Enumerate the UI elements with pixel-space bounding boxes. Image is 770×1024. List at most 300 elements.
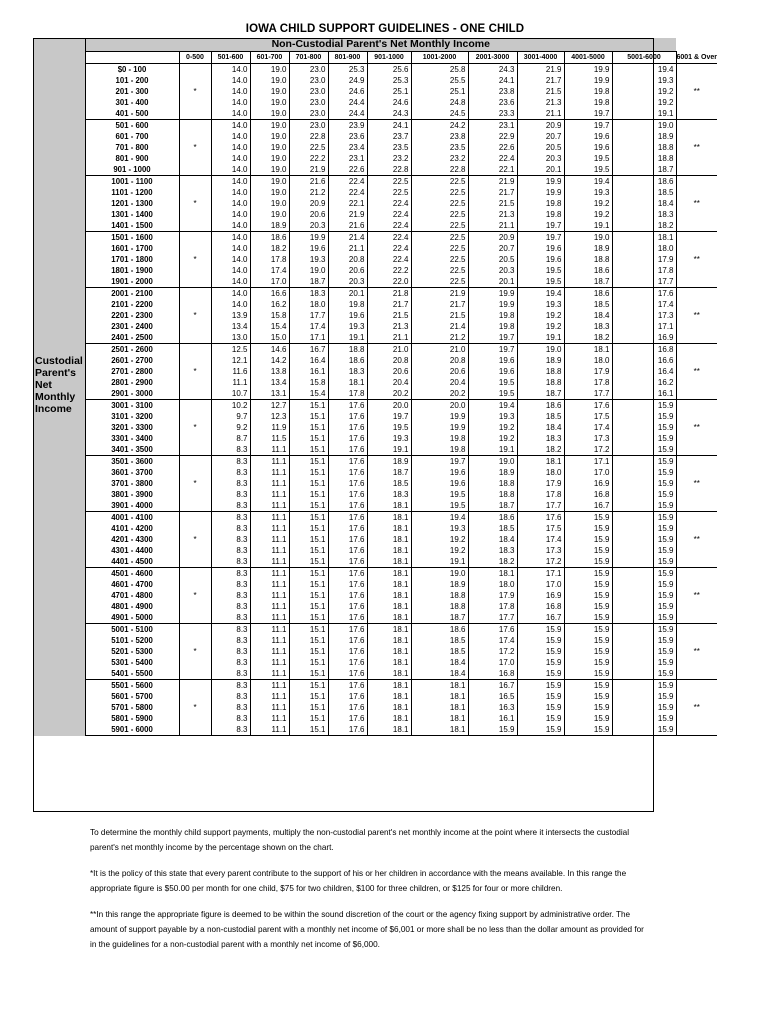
- percentage-cell: 18.7: [411, 612, 468, 624]
- double-star-marker-cell: [676, 545, 717, 556]
- percentage-cell: 19.2: [564, 198, 612, 209]
- percentage-cell: 20.5: [517, 142, 564, 153]
- percentage-cell: 22.4: [367, 254, 411, 265]
- percentage-cell: 15.9: [517, 702, 564, 713]
- percentage-cell: 17.7: [612, 276, 676, 288]
- percentage-cell: 18.1: [367, 523, 411, 534]
- percentage-cell: 11.1: [250, 713, 289, 724]
- percentage-cell: 19.1: [468, 444, 517, 456]
- percentage-cell: 15.9: [468, 724, 517, 736]
- percentage-cell: 19.1: [612, 108, 676, 120]
- income-range-cell: 4201 - 4300: [85, 534, 179, 545]
- percentage-cell: 15.9: [612, 556, 676, 568]
- income-range-cell: 1101 - 1200: [85, 187, 179, 198]
- percentage-cell: 11.1: [250, 512, 289, 524]
- percentage-cell: 15.9: [612, 545, 676, 556]
- star-marker-cell: [179, 556, 211, 568]
- percentage-cell: 23.0: [289, 97, 328, 108]
- income-range-cell: 3201 - 3300: [85, 422, 179, 433]
- percentage-cell: 18.0: [564, 355, 612, 366]
- star-marker-cell: [179, 120, 211, 132]
- percentage-cell: 15.1: [289, 556, 328, 568]
- percentage-cell: 17.0: [564, 467, 612, 478]
- percentage-cell: 19.3: [564, 187, 612, 198]
- percentage-cell: 19.6: [411, 467, 468, 478]
- percentage-cell: 19.0: [250, 164, 289, 176]
- percentage-cell: 23.7: [367, 131, 411, 142]
- table-row: [33, 668, 717, 680]
- percentage-cell: 19.7: [367, 411, 411, 422]
- percentage-cell: 19.9: [517, 187, 564, 198]
- percentage-cell: 25.6: [367, 64, 411, 76]
- percentage-cell: 24.1: [367, 120, 411, 132]
- percentage-cell: 11.1: [250, 523, 289, 534]
- percentage-cell: 22.4: [367, 198, 411, 209]
- table-row: [33, 232, 717, 244]
- percentage-cell: 18.5: [564, 299, 612, 310]
- percentage-cell: 22.5: [411, 209, 468, 220]
- percentage-cell: 18.4: [612, 198, 676, 209]
- double-star-marker-cell: **: [693, 199, 700, 208]
- percentage-cell: 22.4: [328, 187, 367, 198]
- percentage-cell: 20.3: [517, 153, 564, 164]
- income-range-cell: 2301 - 2400: [85, 321, 179, 332]
- table-row: [33, 164, 717, 176]
- table-row: [33, 680, 717, 692]
- percentage-cell: 18.9: [367, 456, 411, 468]
- percentage-cell: 23.3: [468, 108, 517, 120]
- table-row: [33, 512, 717, 524]
- percentage-cell: 11.1: [211, 377, 250, 388]
- percentage-cell: 14.0: [211, 265, 250, 276]
- double-star-marker-cell: **: [693, 255, 700, 264]
- percentage-cell: 17.8: [250, 254, 289, 265]
- percentage-cell: 16.8: [612, 344, 676, 356]
- percentage-cell: 17.6: [328, 691, 367, 702]
- double-star-marker-cell: [676, 724, 717, 736]
- percentage-cell: 15.9: [612, 713, 676, 724]
- percentage-cell: 18.3: [468, 545, 517, 556]
- percentage-cell: 18.8: [468, 478, 517, 489]
- percentage-cell: 15.1: [289, 646, 328, 657]
- percentage-cell: 24.4: [328, 97, 367, 108]
- percentage-cell: 14.0: [211, 86, 250, 97]
- percentage-cell: 20.3: [328, 276, 367, 288]
- percentage-cell: 21.0: [411, 344, 468, 356]
- percentage-cell: 17.6: [328, 601, 367, 612]
- percentage-cell: 14.0: [211, 97, 250, 108]
- percentage-cell: 19.8: [328, 299, 367, 310]
- percentage-cell: 18.2: [250, 243, 289, 254]
- percentage-cell: 25.1: [411, 86, 468, 97]
- table-row: [33, 299, 717, 310]
- percentage-cell: 21.9: [517, 64, 564, 76]
- percentage-cell: 18.2: [517, 444, 564, 456]
- percentage-cell: 22.4: [367, 243, 411, 254]
- percentage-cell: 11.1: [250, 590, 289, 601]
- percentage-cell: 13.8: [250, 366, 289, 377]
- table-row: [33, 254, 717, 265]
- percentage-cell: 17.6: [328, 478, 367, 489]
- star-marker-cell: [179, 344, 211, 356]
- percentage-cell: 8.3: [211, 713, 250, 724]
- percentage-cell: 19.0: [250, 75, 289, 86]
- table-row: [33, 64, 717, 76]
- income-range-cell: 201 - 300: [85, 86, 179, 97]
- percentage-cell: 19.9: [564, 75, 612, 86]
- percentage-cell: 19.7: [468, 332, 517, 344]
- star-marker-cell: [179, 108, 211, 120]
- percentage-cell: 15.9: [612, 657, 676, 668]
- percentage-cell: 15.9: [564, 568, 612, 580]
- row-header-label: Custodial Parent's Net Monthly Income: [35, 355, 83, 415]
- income-range-cell: 2601 - 2700: [85, 355, 179, 366]
- income-column-header: 4001-5000: [564, 52, 612, 64]
- income-range-cell: 1601 - 1700: [85, 243, 179, 254]
- row-header-panel: [33, 38, 85, 736]
- percentage-cell: 22.4: [328, 176, 367, 188]
- percentage-cell: 17.9: [468, 590, 517, 601]
- percentage-cell: 18.7: [468, 500, 517, 512]
- table-row: [33, 646, 717, 657]
- percentage-cell: 18.1: [328, 377, 367, 388]
- percentage-cell: 18.6: [564, 265, 612, 276]
- percentage-cell: 18.5: [411, 635, 468, 646]
- star-marker-cell: *: [179, 366, 211, 377]
- percentage-cell: 24.6: [367, 97, 411, 108]
- percentage-cell: 22.2: [289, 153, 328, 164]
- percentage-cell: 18.1: [411, 724, 468, 736]
- percentage-cell: 17.3: [564, 433, 612, 444]
- percentage-cell: 21.9: [328, 209, 367, 220]
- star-marker-cell: [179, 276, 211, 288]
- income-column-header: 501-600: [211, 52, 250, 64]
- percentage-cell: 21.1: [328, 243, 367, 254]
- double-star-marker-cell: [676, 232, 717, 244]
- percentage-cell: 21.3: [468, 209, 517, 220]
- percentage-cell: 15.9: [612, 512, 676, 524]
- percentage-cell: 18.5: [411, 646, 468, 657]
- percentage-cell: 20.7: [517, 131, 564, 142]
- table-row: [33, 624, 717, 636]
- percentage-cell: 17.6: [328, 624, 367, 636]
- percentage-cell: 11.1: [250, 691, 289, 702]
- percentage-cell: 18.1: [367, 724, 411, 736]
- percentage-cell: 17.8: [612, 265, 676, 276]
- percentage-cell: 18.1: [367, 601, 411, 612]
- percentage-cell: 17.6: [328, 680, 367, 692]
- percentage-cell: 14.0: [211, 220, 250, 232]
- percentage-cell: 15.9: [564, 713, 612, 724]
- table-row: [33, 500, 717, 512]
- star-marker-cell: [179, 131, 211, 142]
- percentage-cell: 16.6: [612, 355, 676, 366]
- percentage-cell: 17.7: [289, 310, 328, 321]
- percentage-cell: 19.2: [564, 209, 612, 220]
- star-marker-cell: [179, 400, 211, 412]
- income-column-header: 2001-3000: [468, 52, 517, 64]
- star-marker-cell: [179, 265, 211, 276]
- percentage-cell: 17.6: [328, 702, 367, 713]
- table-row: [33, 523, 717, 534]
- star-marker-cell: [179, 288, 211, 300]
- percentage-cell: 24.8: [411, 97, 468, 108]
- table-row: [33, 209, 717, 220]
- star-marker-cell: *: [179, 86, 211, 97]
- star-marker-cell: [179, 635, 211, 646]
- double-star-marker-cell: **: [693, 535, 700, 544]
- double-star-marker-cell: [676, 355, 717, 366]
- percentage-cell: 18.7: [564, 276, 612, 288]
- percentage-cell: 24.5: [411, 108, 468, 120]
- percentage-cell: 14.0: [211, 187, 250, 198]
- percentage-cell: 15.9: [612, 422, 676, 433]
- percentage-cell: 8.3: [211, 590, 250, 601]
- percentage-cell: 11.1: [250, 444, 289, 456]
- percentage-cell: 22.5: [411, 220, 468, 232]
- percentage-cell: 18.4: [411, 657, 468, 668]
- income-column-header: 6001 & Over: [676, 52, 717, 64]
- star-marker-cell: [179, 176, 211, 188]
- percentage-cell: 18.7: [367, 467, 411, 478]
- double-star-marker-cell: [676, 299, 717, 310]
- percentage-cell: 19.7: [517, 232, 564, 244]
- percentage-cell: 8.3: [211, 601, 250, 612]
- double-star-marker-cell: [676, 176, 717, 188]
- percentage-cell: 24.4: [328, 108, 367, 120]
- percentage-cell: 15.4: [289, 388, 328, 400]
- percentage-cell: 19.5: [411, 489, 468, 500]
- percentage-cell: 23.4: [328, 142, 367, 153]
- income-column-header: 801-900: [328, 52, 367, 64]
- percentage-cell: 17.0: [468, 657, 517, 668]
- percentage-cell: 19.1: [564, 220, 612, 232]
- double-star-marker-cell: [676, 75, 717, 86]
- percentage-cell: 18.6: [517, 400, 564, 412]
- percentage-cell: 15.1: [289, 579, 328, 590]
- double-star-marker-cell: [676, 388, 717, 400]
- support-guidelines-table: [33, 38, 717, 736]
- percentage-cell: 20.6: [367, 366, 411, 377]
- percentage-cell: 15.9: [564, 523, 612, 534]
- income-range-cell: 1301 - 1400: [85, 209, 179, 220]
- percentage-cell: 22.9: [468, 131, 517, 142]
- table-row: [33, 75, 717, 86]
- percentage-cell: 18.1: [367, 534, 411, 545]
- percentage-cell: 18.6: [411, 624, 468, 636]
- percentage-cell: 19.8: [564, 86, 612, 97]
- percentage-cell: 19.4: [564, 176, 612, 188]
- percentage-cell: 21.6: [328, 220, 367, 232]
- star-marker-cell: *: [179, 478, 211, 489]
- percentage-cell: 23.2: [367, 153, 411, 164]
- star-marker-cell: [179, 153, 211, 164]
- percentage-cell: 18.9: [564, 243, 612, 254]
- percentage-cell: 18.1: [367, 500, 411, 512]
- percentage-cell: 18.0: [612, 243, 676, 254]
- percentage-cell: 25.3: [328, 64, 367, 76]
- income-range-cell: 2501 - 2600: [85, 344, 179, 356]
- income-range-cell: 2701 - 2800: [85, 366, 179, 377]
- double-star-marker-cell: [676, 332, 717, 344]
- percentage-cell: 8.3: [211, 456, 250, 468]
- percentage-cell: 18.1: [367, 590, 411, 601]
- percentage-cell: 15.9: [612, 691, 676, 702]
- percentage-cell: 19.6: [289, 243, 328, 254]
- percentage-cell: 20.0: [411, 400, 468, 412]
- double-star-marker-cell: **: [693, 143, 700, 152]
- percentage-cell: 18.1: [367, 579, 411, 590]
- percentage-cell: 17.6: [328, 724, 367, 736]
- table-row: [33, 579, 717, 590]
- percentage-cell: 19.3: [411, 523, 468, 534]
- percentage-cell: 18.0: [517, 467, 564, 478]
- percentage-cell: 15.9: [564, 635, 612, 646]
- percentage-cell: 19.6: [328, 310, 367, 321]
- percentage-cell: 18.1: [367, 624, 411, 636]
- percentage-cell: 19.2: [517, 321, 564, 332]
- percentage-cell: 22.6: [468, 142, 517, 153]
- double-star-marker-cell: [676, 467, 717, 478]
- percentage-cell: 15.1: [289, 400, 328, 412]
- percentage-cell: 19.9: [468, 288, 517, 300]
- income-range-cell: 3001 - 3100: [85, 400, 179, 412]
- percentage-cell: 23.9: [328, 120, 367, 132]
- percentage-cell: 19.5: [367, 422, 411, 433]
- percentage-cell: 15.9: [564, 601, 612, 612]
- table-row: [33, 657, 717, 668]
- percentage-cell: 10.2: [211, 400, 250, 412]
- percentage-cell: 19.9: [411, 422, 468, 433]
- income-range-cell: 3301 - 3400: [85, 433, 179, 444]
- table-row: [33, 321, 717, 332]
- percentage-cell: 21.1: [367, 332, 411, 344]
- percentage-cell: 21.9: [411, 288, 468, 300]
- percentage-cell: 15.9: [517, 724, 564, 736]
- percentage-cell: 19.4: [411, 512, 468, 524]
- percentage-cell: 18.1: [367, 568, 411, 580]
- percentage-cell: 11.1: [250, 601, 289, 612]
- percentage-cell: 24.6: [328, 86, 367, 97]
- percentage-cell: 17.2: [468, 646, 517, 657]
- percentage-cell: 11.1: [250, 500, 289, 512]
- page-title: IOWA CHILD SUPPORT GUIDELINES - ONE CHILD: [245, 23, 525, 35]
- percentage-cell: 17.6: [328, 579, 367, 590]
- percentage-cell: 15.1: [289, 512, 328, 524]
- percentage-cell: 15.9: [564, 590, 612, 601]
- percentage-cell: 18.6: [468, 512, 517, 524]
- percentage-cell: 18.3: [328, 366, 367, 377]
- percentage-cell: 24.3: [468, 64, 517, 76]
- percentage-cell: 19.9: [411, 411, 468, 422]
- percentage-cell: 15.9: [517, 635, 564, 646]
- table-row: [33, 556, 717, 568]
- income-range-cell: 5301 - 5400: [85, 657, 179, 668]
- percentage-cell: 15.1: [289, 612, 328, 624]
- star-marker-cell: [179, 500, 211, 512]
- percentage-cell: 19.2: [468, 422, 517, 433]
- star-marker-cell: [179, 680, 211, 692]
- percentage-cell: 15.1: [289, 534, 328, 545]
- percentage-cell: 17.6: [328, 545, 367, 556]
- percentage-cell: 17.1: [564, 456, 612, 468]
- star-marker-cell: *: [179, 590, 211, 601]
- percentage-cell: 17.6: [328, 523, 367, 534]
- income-range-cell: 5701 - 5800: [85, 702, 179, 713]
- percentage-cell: 19.5: [517, 276, 564, 288]
- double-star-marker-cell: [676, 635, 717, 646]
- percentage-cell: 15.8: [250, 310, 289, 321]
- percentage-cell: 15.1: [289, 433, 328, 444]
- percentage-cell: 22.4: [367, 220, 411, 232]
- income-range-cell: 1901 - 2000: [85, 276, 179, 288]
- percentage-cell: 23.0: [289, 120, 328, 132]
- percentage-cell: 24.3: [367, 108, 411, 120]
- income-column-header: 3001-4000: [517, 52, 564, 64]
- percentage-cell: 20.4: [411, 377, 468, 388]
- double-star-marker-cell: [676, 568, 717, 580]
- percentage-cell: 19.0: [250, 97, 289, 108]
- percentage-cell: 15.9: [612, 411, 676, 422]
- income-range-cell: 4701 - 4800: [85, 590, 179, 601]
- percentage-cell: 20.6: [328, 265, 367, 276]
- percentage-cell: 17.4: [564, 422, 612, 433]
- percentage-cell: 23.0: [289, 75, 328, 86]
- table-row: [33, 176, 717, 188]
- double-star-marker-cell: [676, 579, 717, 590]
- percentage-cell: 18.1: [367, 702, 411, 713]
- percentage-cell: 19.5: [411, 500, 468, 512]
- percentage-cell: 19.8: [411, 433, 468, 444]
- double-star-marker-cell: [676, 153, 717, 164]
- percentage-cell: 19.1: [411, 556, 468, 568]
- percentage-cell: 17.3: [517, 545, 564, 556]
- percentage-cell: 16.7: [564, 500, 612, 512]
- percentage-cell: 22.8: [367, 164, 411, 176]
- income-range-cell: 4401 - 4500: [85, 556, 179, 568]
- double-star-marker-cell: [676, 243, 717, 254]
- percentage-cell: 19.0: [517, 344, 564, 356]
- percentage-cell: 23.5: [367, 142, 411, 153]
- percentage-cell: 8.3: [211, 523, 250, 534]
- star-marker-cell: [179, 713, 211, 724]
- table-row: [33, 568, 717, 580]
- income-range-cell: 4101 - 4200: [85, 523, 179, 534]
- percentage-cell: 19.0: [250, 142, 289, 153]
- percentage-cell: 18.2: [612, 220, 676, 232]
- star-marker-cell: [179, 97, 211, 108]
- double-star-marker-cell: [676, 97, 717, 108]
- income-range-cell: 2401 - 2500: [85, 332, 179, 344]
- percentage-cell: 16.7: [289, 344, 328, 356]
- percentage-cell: 15.1: [289, 590, 328, 601]
- table-row: [33, 433, 717, 444]
- percentage-cell: 18.1: [367, 646, 411, 657]
- percentage-cell: 19.0: [250, 131, 289, 142]
- table-row: [33, 534, 717, 545]
- table-row: [33, 131, 717, 142]
- double-star-marker-cell: [676, 657, 717, 668]
- percentage-cell: 21.1: [468, 220, 517, 232]
- percentage-cell: 18.1: [468, 568, 517, 580]
- percentage-cell: 23.0: [289, 108, 328, 120]
- table-row: [33, 142, 717, 153]
- table-row: [33, 187, 717, 198]
- double-star-marker-cell: **: [693, 479, 700, 488]
- income-range-cell: 801 - 900: [85, 153, 179, 164]
- double-star-marker-cell: [676, 377, 717, 388]
- percentage-cell: 19.4: [612, 64, 676, 76]
